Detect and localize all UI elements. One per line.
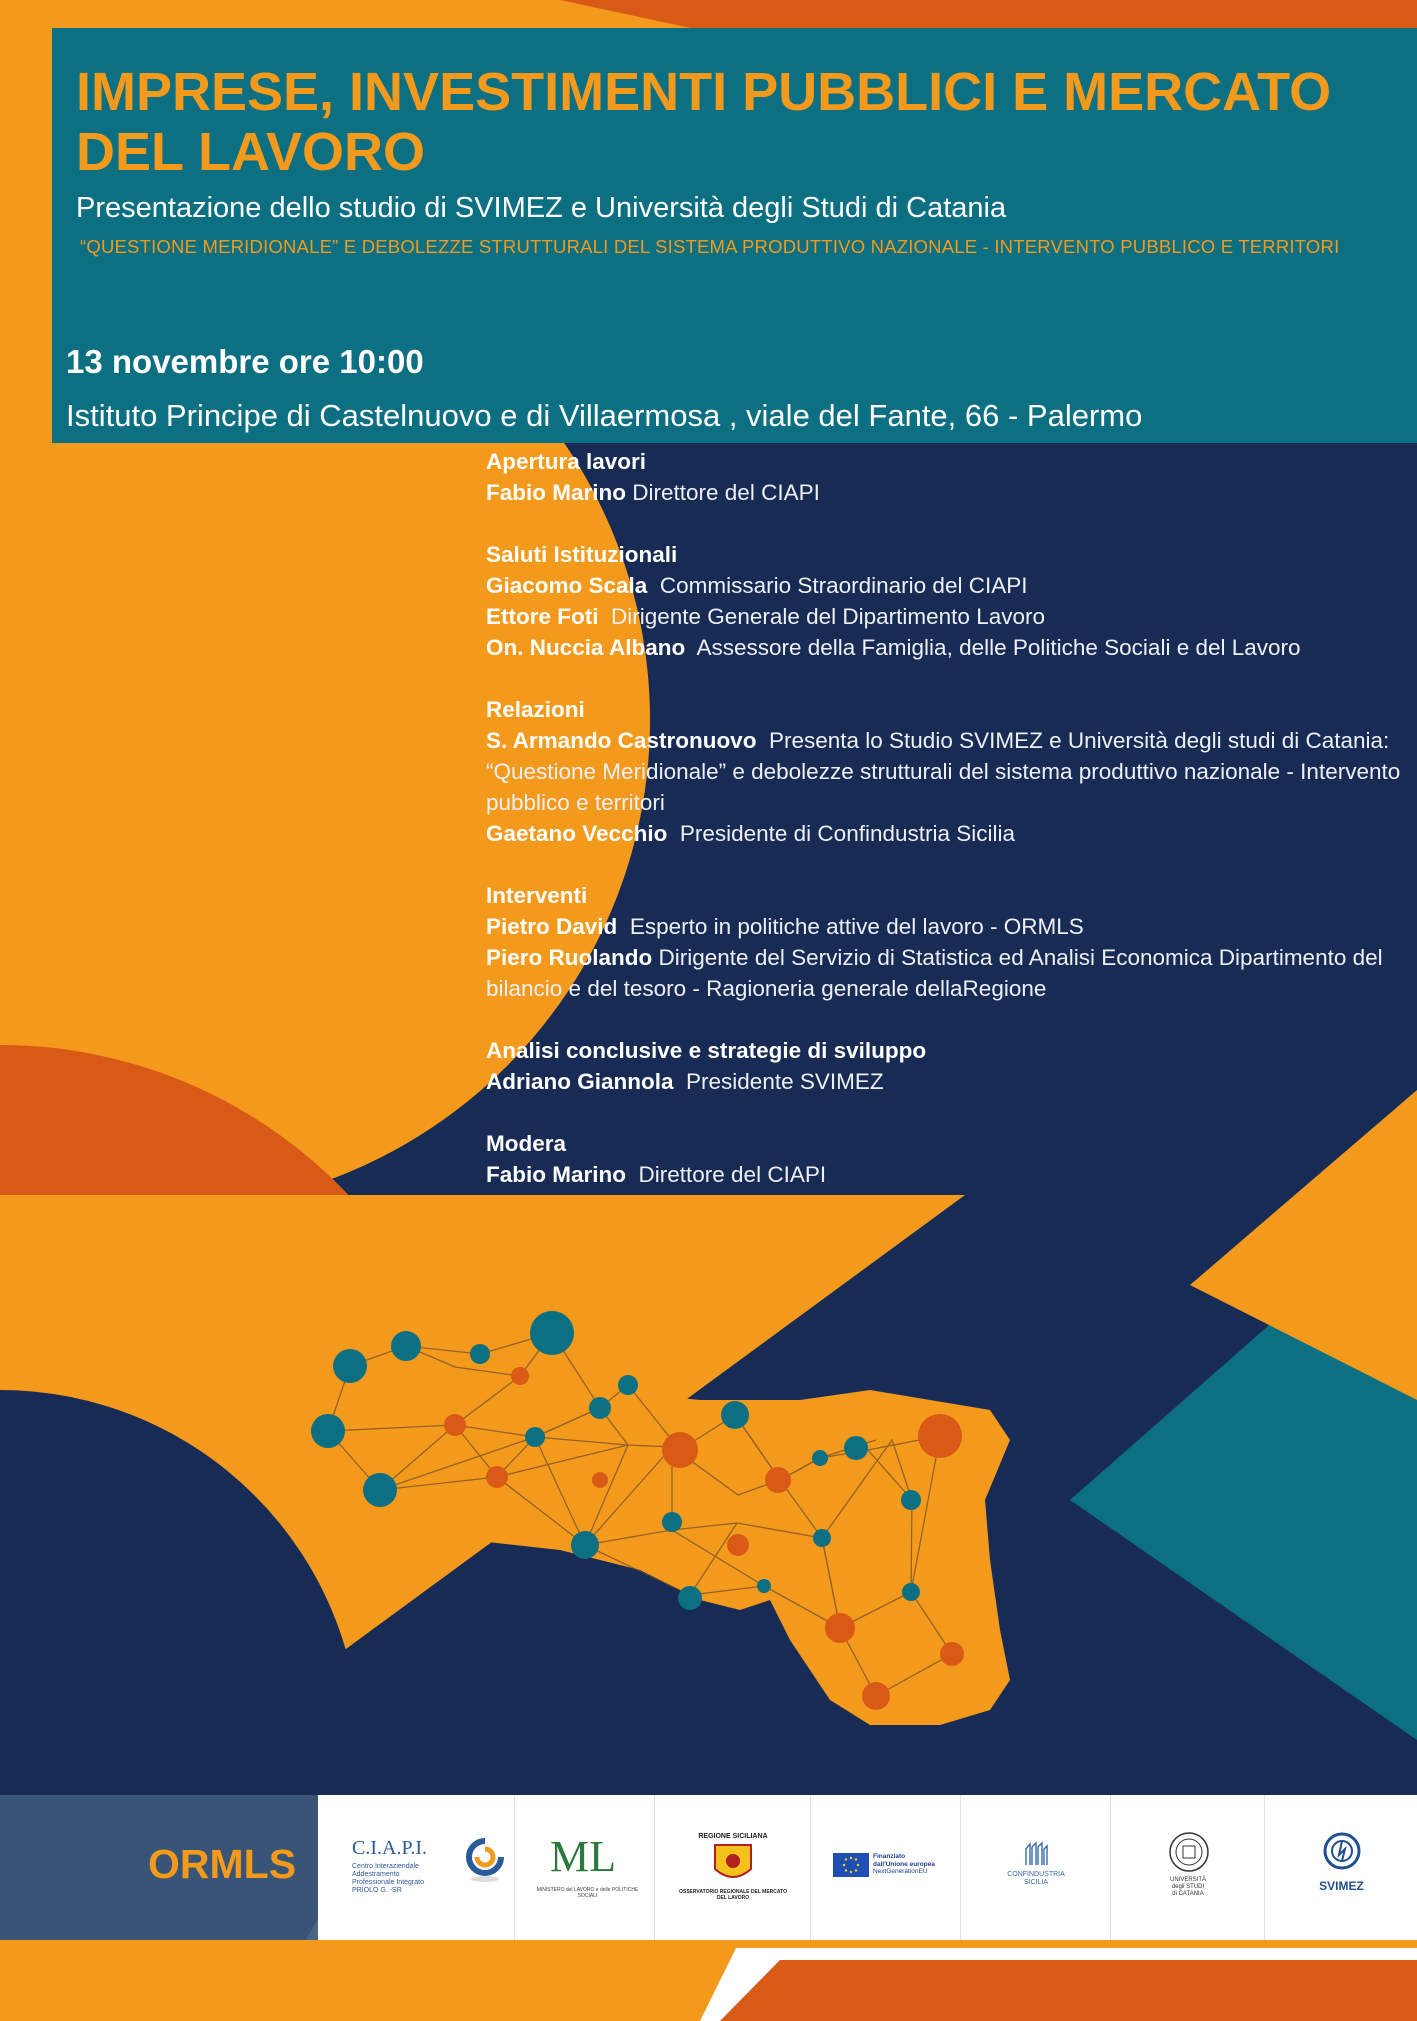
program-entry (486, 818, 1406, 849)
speaker-role: Direttore del CIAPI (638, 1162, 827, 1187)
ministero-text: MINISTERO del LAVORO e delle POLITICHE SOCIALI (536, 1887, 639, 1899)
speaker-role: Assessore della Famiglia, delle Politiche Sociali e del Lavoro (696, 635, 1301, 660)
program-entry (486, 570, 1406, 601)
unict-line: di CATANIA (1172, 1891, 1204, 1897)
confindustria-line: SICILIA (1023, 1879, 1049, 1886)
regione-shield-icon (713, 1843, 753, 1885)
section-title: Interventi (486, 883, 588, 908)
eu-text (873, 1853, 935, 1876)
ciapi-line: PRIOLO G. -SR (352, 1887, 402, 1894)
speaker-name: Giacomo Scala (486, 573, 648, 598)
confindustria-emblem-icon (1023, 1841, 1049, 1867)
speaker-role: Direttore del CIAPI (632, 480, 820, 505)
section-title: Analisi conclusive e strategie di sviluppo (486, 1038, 927, 1063)
speaker-role: Esperto in politiche attive del lavoro - ORMLS (629, 914, 1084, 939)
program-list (486, 446, 1406, 1221)
program-section (486, 446, 1406, 508)
program-entry (486, 911, 1406, 942)
confindustria-text (961, 1871, 1111, 1887)
program-entry (486, 942, 1406, 1004)
speaker-name: On. Nuccia Albano (486, 635, 686, 660)
program-entry (486, 632, 1406, 663)
ciapi-line: Centro Interaziendale (352, 1863, 419, 1870)
speaker-name: S. Armando Castronuovo (486, 728, 757, 753)
poster-tagline: “QUESTIONE MERIDIONALE” E DEBOLEZZE STRUTTURALI DEL SISTEMA PRODUTTIVO NAZIONALE - INTERVENTO PUBBLICO E TERRITORI (80, 236, 1340, 257)
ciapi-emblem-icon (463, 1835, 507, 1885)
program-entry (486, 1159, 1406, 1190)
program-entry (486, 601, 1406, 632)
program-section (486, 1128, 1406, 1190)
speaker-name: Fabio Marino (486, 480, 626, 505)
ministero-logo (514, 1795, 654, 1940)
speaker-role: Presidente di Confindustria Sicilia (679, 821, 1016, 846)
ormls-logo: ORMLS (148, 1841, 297, 1887)
speaker-role: Presenta lo Studio SVIMEZ e Università degli studi di Catania: “Questione Meridionale” e debolezze strutturali del sistema produttivo nazionale - Intervento pubblico e territori (486, 728, 1401, 815)
poster-subtitle: Presentazione dello studio di SVIMEZ e Università degli Studi di Catania (76, 192, 1007, 224)
eu-line: Finanziato (873, 1853, 906, 1860)
event-date: 13 novembre ore 10:00 (66, 343, 424, 380)
program-section (486, 1035, 1406, 1097)
svimez-text: SVIMEZ (1319, 1879, 1364, 1893)
speaker-name: Pietro David (486, 914, 618, 939)
eu-logo (810, 1795, 960, 1940)
partner-logos (318, 1795, 1417, 1940)
confindustria-line: CONFINDUSTRIA (1007, 1871, 1065, 1878)
section-title: Apertura lavori (486, 449, 647, 474)
section-title: Saluti Istituzionali (486, 542, 678, 567)
unict-seal-icon (1168, 1831, 1210, 1873)
program-section (486, 880, 1406, 1004)
unict-text (1111, 1877, 1265, 1898)
regione-logo (654, 1795, 810, 1940)
ciapi-line: Addestramento (352, 1871, 400, 1878)
speaker-name: Piero Ruolando (486, 945, 653, 970)
section-title: Relazioni (486, 697, 585, 722)
eu-flag-icon (833, 1853, 869, 1877)
speaker-name: Adriano Giannola (486, 1069, 674, 1094)
program-section (486, 694, 1406, 849)
eu-line: NextGenerationEU (873, 1868, 928, 1875)
svimez-logo (1264, 1795, 1417, 1940)
unict-line: degli STUDI (1171, 1884, 1205, 1890)
confindustria-logo (960, 1795, 1110, 1940)
ciapi-name: C.I.A.P.I. (352, 1837, 428, 1859)
program-section (486, 539, 1406, 663)
program-entry (486, 477, 1406, 508)
unict-line: UNIVERSITÀ (1169, 1877, 1206, 1883)
speaker-name: Ettore Foti (486, 604, 599, 629)
speaker-role: Dirigente Generale del Dipartimento Lavoro (611, 604, 1045, 629)
svimez-emblem-icon (1322, 1831, 1362, 1871)
ministero-mark: ML (550, 1832, 616, 1881)
speaker-name: Gaetano Vecchio (486, 821, 668, 846)
speaker-name: Fabio Marino (486, 1162, 626, 1187)
ciapi-caption (352, 1863, 424, 1895)
regione-bottom: OSSERVATORIO REGIONALE DEL MERCATO DEL LAVORO (679, 1889, 787, 1901)
regione-top: REGIONE SICILIANA (698, 1833, 768, 1840)
speaker-role: Presidente SVIMEZ (686, 1069, 884, 1094)
program-entry (486, 1066, 1406, 1097)
unict-logo (1110, 1795, 1264, 1940)
ciapi-logo (318, 1795, 514, 1940)
poster-title: IMPRESE, INVESTIMENTI PUBBLICI E MERCATO DEL LAVORO (76, 62, 1332, 182)
program-entry (486, 725, 1406, 818)
speaker-role: Commissario Straordinario del CIAPI (659, 573, 1028, 598)
eu-line: dall'Unione europea (873, 1860, 935, 1868)
event-venue: Istituto Principe di Castelnuovo e di Villaermosa , viale del Fante, 66 - Palermo (66, 398, 1143, 433)
section-title: Modera (486, 1131, 567, 1156)
ciapi-line: Professionale Integrato (352, 1879, 424, 1886)
speaker-role: Dirigente del Servizio di Statistica ed Analisi Economica Dipartimento del bilancio e del tesoro - Ragioneria generale dellaRegione (486, 945, 1383, 1001)
